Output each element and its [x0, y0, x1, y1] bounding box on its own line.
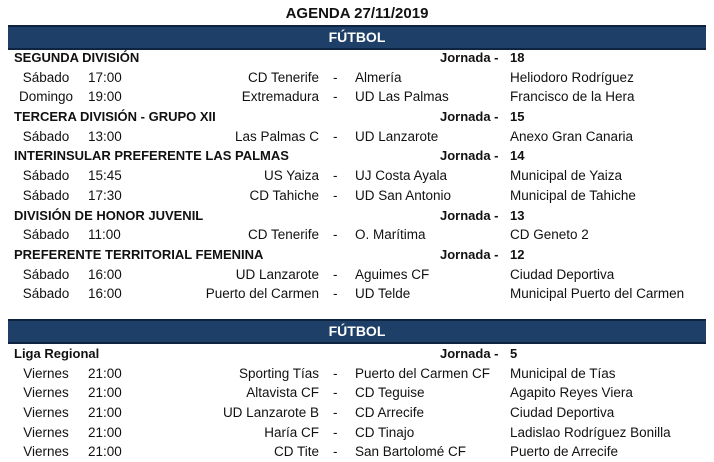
- match-time: 11:00: [88, 227, 121, 243]
- match-day: Sábado: [22, 286, 70, 302]
- away-team: Almería: [355, 69, 402, 85]
- jornada-number: 13: [510, 207, 525, 223]
- match-day: Sábado: [22, 266, 70, 282]
- vs-separator: -: [333, 128, 338, 144]
- match-venue: Francisco de la Hera: [510, 89, 635, 105]
- vs-separator: -: [333, 89, 338, 105]
- away-team: Aguimes CF: [355, 266, 430, 282]
- match-time: 21:00: [88, 405, 122, 421]
- match-time: 16:00: [88, 266, 122, 282]
- away-team: San Bartolomé CF: [355, 444, 467, 460]
- match-day: Sábado: [22, 69, 70, 85]
- match-time: 21:00: [88, 424, 122, 440]
- vs-separator: -: [333, 424, 338, 440]
- jornada-number: 14: [510, 148, 525, 164]
- competition-name: SEGUNDA DIVISIÓN: [14, 50, 140, 65]
- vs-separator: -: [333, 286, 338, 302]
- jornada-label: Jornada -: [440, 246, 499, 262]
- match-row: [8, 442, 706, 462]
- match-row: [8, 166, 706, 186]
- away-team: CD Arrecife: [355, 405, 425, 421]
- competition-name: Liga Regional: [14, 346, 100, 361]
- match-row: [8, 87, 706, 107]
- section-rows-2: [8, 344, 706, 462]
- match-day: Viernes: [23, 444, 69, 460]
- home-team: CD Tite: [273, 444, 319, 460]
- section-rows-1: [8, 48, 706, 304]
- jornada-label: Jornada -: [440, 50, 499, 65]
- away-team: O. Marítima: [355, 227, 426, 243]
- jornada-number: 18: [510, 50, 525, 65]
- jornada-label: Jornada -: [440, 346, 499, 361]
- match-venue: Anexo Gran Canaria: [510, 128, 634, 144]
- match-venue: Ciudad Deportiva: [510, 266, 615, 282]
- vs-separator: -: [333, 168, 338, 184]
- match-venue: Heliodoro Rodríguez: [510, 69, 634, 85]
- home-team: US Yaiza: [263, 168, 319, 184]
- competition-row: [8, 206, 706, 226]
- away-team: UD Lanzarote: [355, 128, 439, 144]
- match-venue: Ciudad Deportiva: [510, 405, 615, 421]
- match-time: 19:00: [88, 89, 122, 105]
- competition-name: TERCERA DIVISIÓN - GRUPO XII: [14, 109, 216, 125]
- match-row: [8, 68, 706, 88]
- match-time: 17:00: [88, 69, 122, 85]
- away-team: UD San Antonio: [355, 187, 452, 203]
- match-time: 15:45: [88, 168, 122, 184]
- vs-separator: -: [333, 385, 338, 401]
- away-team: CD Tinajo: [355, 424, 415, 440]
- match-time: 16:00: [88, 286, 122, 302]
- section-heading-futbol-2: FÚTBOL: [8, 319, 706, 344]
- competition-row: [8, 245, 706, 265]
- match-day: Viernes: [23, 385, 69, 401]
- match-day: Sábado: [22, 128, 70, 144]
- home-team: CD Tenerife: [247, 227, 319, 243]
- match-row: [8, 265, 706, 285]
- match-venue: Agapito Reyes Viera: [510, 385, 633, 401]
- away-team: UJ Costa Ayala: [355, 168, 448, 184]
- competition-name: INTERINSULAR PREFERENTE LAS PALMAS: [14, 148, 289, 164]
- match-row: [8, 225, 706, 245]
- match-row: [8, 186, 706, 206]
- match-day: Viernes: [23, 405, 69, 421]
- competition-name: PREFERENTE TERRITORIAL FEMENINA: [14, 246, 264, 262]
- home-team: CD Tenerife: [247, 69, 319, 85]
- match-day: Domingo: [18, 89, 74, 105]
- competition-name: DIVISIÓN DE HONOR JUVENIL: [14, 207, 204, 223]
- home-team: Haría CF: [264, 424, 319, 440]
- match-day: Sábado: [22, 227, 70, 243]
- home-team: CD Tahiche: [249, 187, 319, 203]
- match-venue: Municipal Puerto del Carmen: [510, 286, 685, 302]
- match-day: Sábado: [22, 168, 70, 184]
- match-venue: Municipal de Tahiche: [510, 187, 636, 203]
- jornada-label: Jornada -: [440, 148, 499, 164]
- vs-separator: -: [333, 187, 338, 203]
- jornada-label: Jornada -: [440, 207, 499, 223]
- vs-separator: -: [333, 444, 338, 460]
- vs-separator: -: [333, 69, 338, 85]
- home-team: Puerto del Carmen: [205, 286, 319, 302]
- vs-separator: -: [333, 266, 338, 282]
- match-time: 13:00: [88, 128, 122, 144]
- match-row: [8, 364, 706, 384]
- match-venue: Municipal de Tías: [510, 365, 616, 381]
- match-time: 21:00: [88, 444, 122, 460]
- away-team: CD Teguise: [355, 385, 425, 401]
- home-team: Extremadura: [241, 89, 319, 105]
- match-venue: Ladislao Rodríguez Bonilla: [510, 424, 671, 440]
- away-team: UD Telde: [355, 286, 411, 302]
- agenda-title: AGENDA 27/11/2019: [285, 5, 429, 22]
- jornada-label: Jornada -: [440, 109, 499, 125]
- match-time: 21:00: [88, 385, 122, 401]
- match-row: [8, 403, 706, 423]
- match-day: Viernes: [23, 424, 69, 440]
- match-row: [8, 284, 706, 304]
- vs-separator: -: [333, 227, 338, 243]
- competition-row: [8, 344, 706, 364]
- match-row: [8, 383, 706, 403]
- home-team: UD Lanzarote: [235, 266, 319, 282]
- competition-row: [8, 48, 706, 68]
- jornada-number: 5: [510, 346, 518, 361]
- home-team: Las Palmas C: [234, 128, 319, 144]
- competition-row: [8, 107, 706, 127]
- match-venue: Puerto de Arrecife: [510, 444, 619, 460]
- match-day: Sábado: [22, 187, 70, 203]
- jornada-number: 15: [510, 109, 525, 125]
- home-team: Altavista CF: [246, 385, 319, 401]
- section-heading-futbol-1: FÚTBOL: [8, 25, 706, 50]
- match-row: [8, 423, 706, 443]
- vs-separator: -: [333, 405, 338, 421]
- home-team: UD Lanzarote B: [222, 405, 319, 421]
- match-time: 17:30: [88, 187, 122, 203]
- away-team: Puerto del Carmen CF: [355, 365, 491, 381]
- competition-row: [8, 146, 706, 166]
- away-team: UD Las Palmas: [355, 89, 449, 105]
- jornada-number: 12: [510, 246, 525, 262]
- match-day: Viernes: [23, 365, 69, 381]
- match-time: 21:00: [88, 365, 122, 381]
- home-team: Sporting Tías: [238, 365, 319, 381]
- vs-separator: -: [333, 365, 338, 381]
- match-row: [8, 127, 706, 147]
- match-venue: Municipal de Yaiza: [510, 168, 623, 184]
- match-venue: CD Geneto 2: [510, 227, 589, 243]
